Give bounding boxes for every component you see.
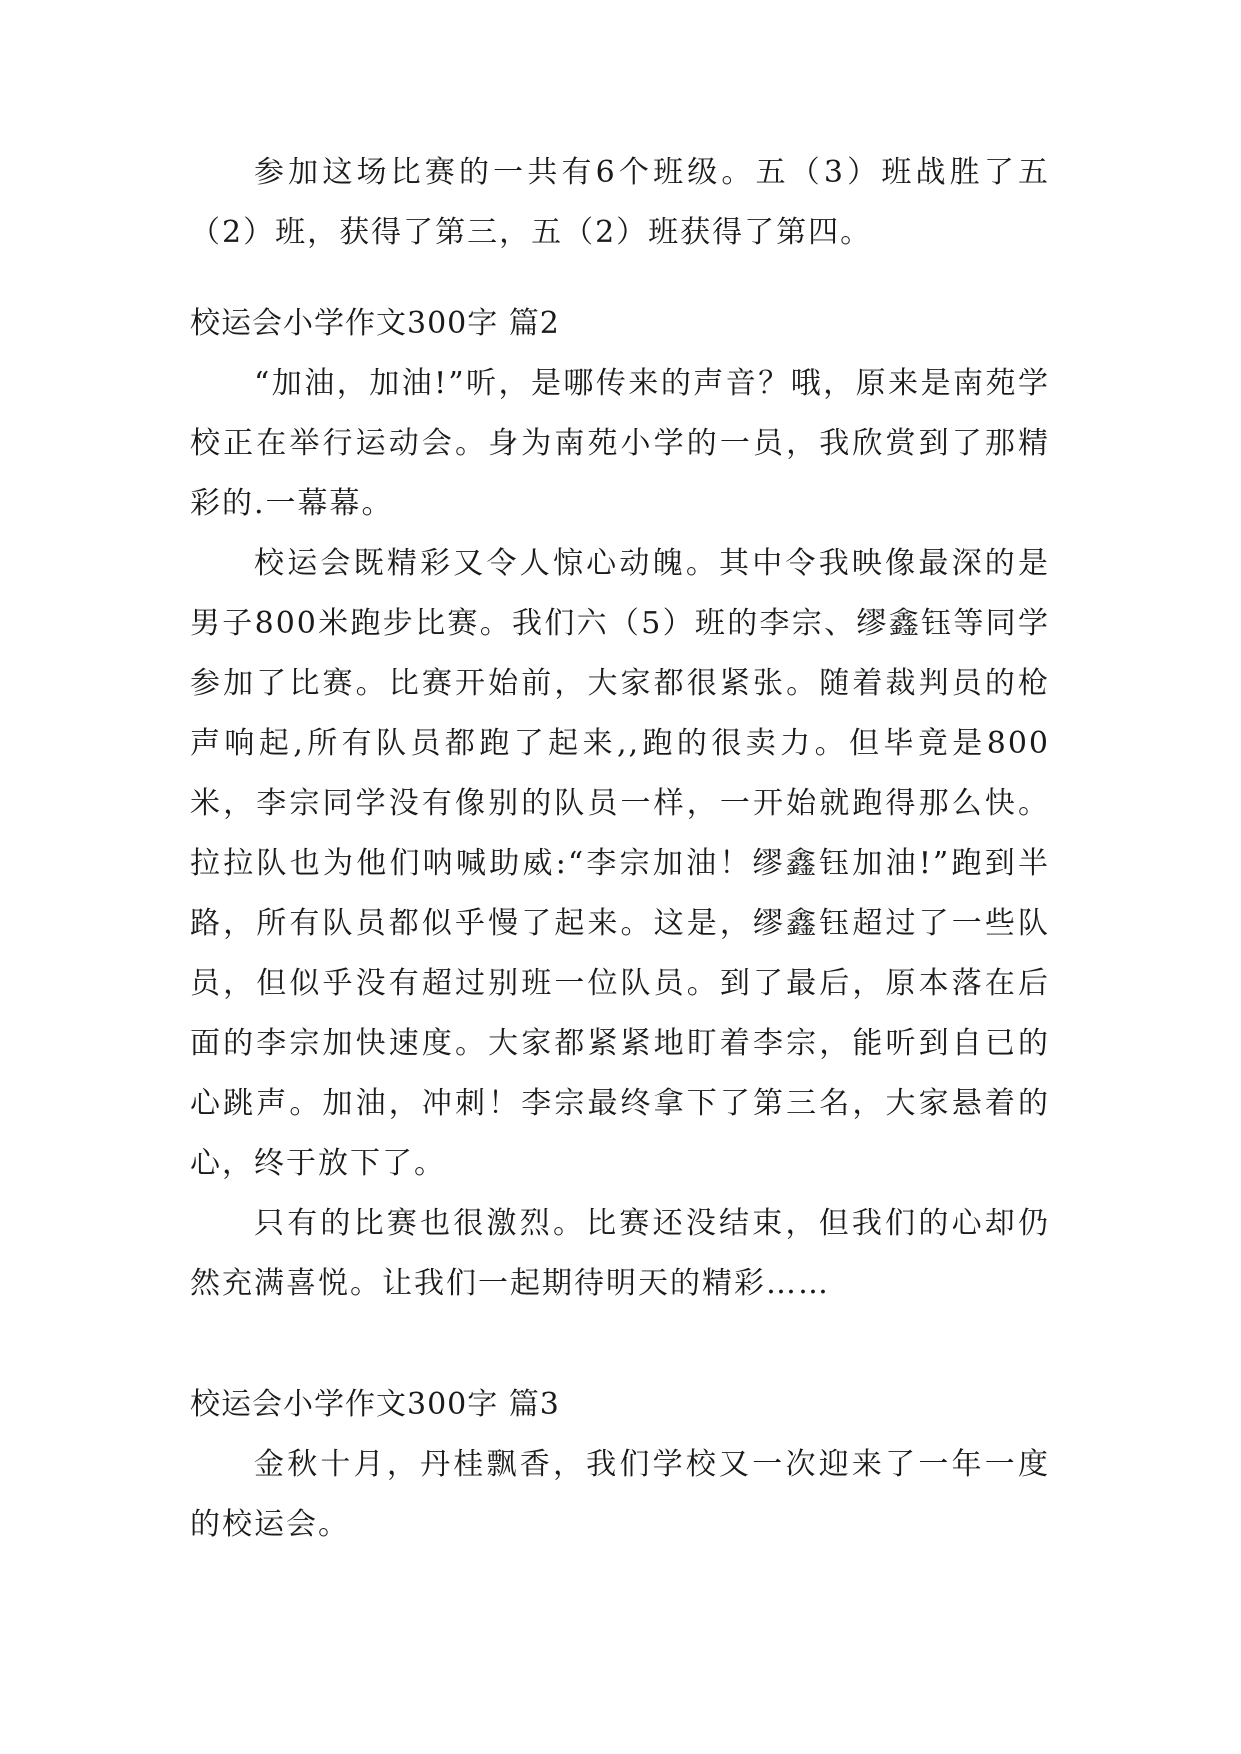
section-2-paragraph-3: 只有的比赛也很激烈。比赛还没结束，但我们的心却仍然充满喜悦。让我们一起期待明天的精彩……	[190, 1206, 1050, 1301]
section-3-heading: 校运会小学作文300字 篇3	[190, 1387, 560, 1422]
section-3-paragraph-1: 金秋十月，丹桂飘香，我们学校又一次迎来了一年一度的校运会。	[190, 1447, 1050, 1542]
section-2-paragraph-1: “加油，加油!”听，是哪传来的声音？哦，原来是南苑学校正在举行运动会。身为南苑小学的一员，我欣赏到了那精彩的.一幕幕。	[190, 366, 1050, 521]
intro-section	[190, 143, 1050, 263]
section-2-paragraph-2: 校运会既精彩又令人惊心动魄。其中令我映像最深的是男子800米跑步比赛。我们六（5）班的李宗、缪鑫钰等同学参加了比赛。比赛开始前，大家都很紧张。随着裁判员的枪声响起,所有队员都跑了起来,,跑的很卖力。但毕竟是800米，李宗同学没有像别的队员一样，一开始就跑得那么快。拉拉队也为他们呐喊助威:“李宗加油！缪鑫钰加油!”跑到半路，所有队员都似乎慢了起来。这是，缪鑫钰超过了一些队员，但似乎没有超过别班一位队员。到了最后，原本落在后面的李宗加快速度。大家都紧紧地盯着李宗，能听到自已的心跳声。加油，冲刺！李宗最终拿下了第三名，大家悬着的心，终于放下了。	[190, 546, 1050, 1181]
intro-paragraph: 参加这场比赛的一共有6个班级。五（3）班战胜了五（2）班，获得了第三，五（2）班获得了第四。	[190, 155, 1050, 250]
section-3	[190, 1375, 1050, 1555]
section-2	[190, 294, 1050, 1314]
section-2-heading: 校运会小学作文300字 篇2	[190, 306, 560, 341]
